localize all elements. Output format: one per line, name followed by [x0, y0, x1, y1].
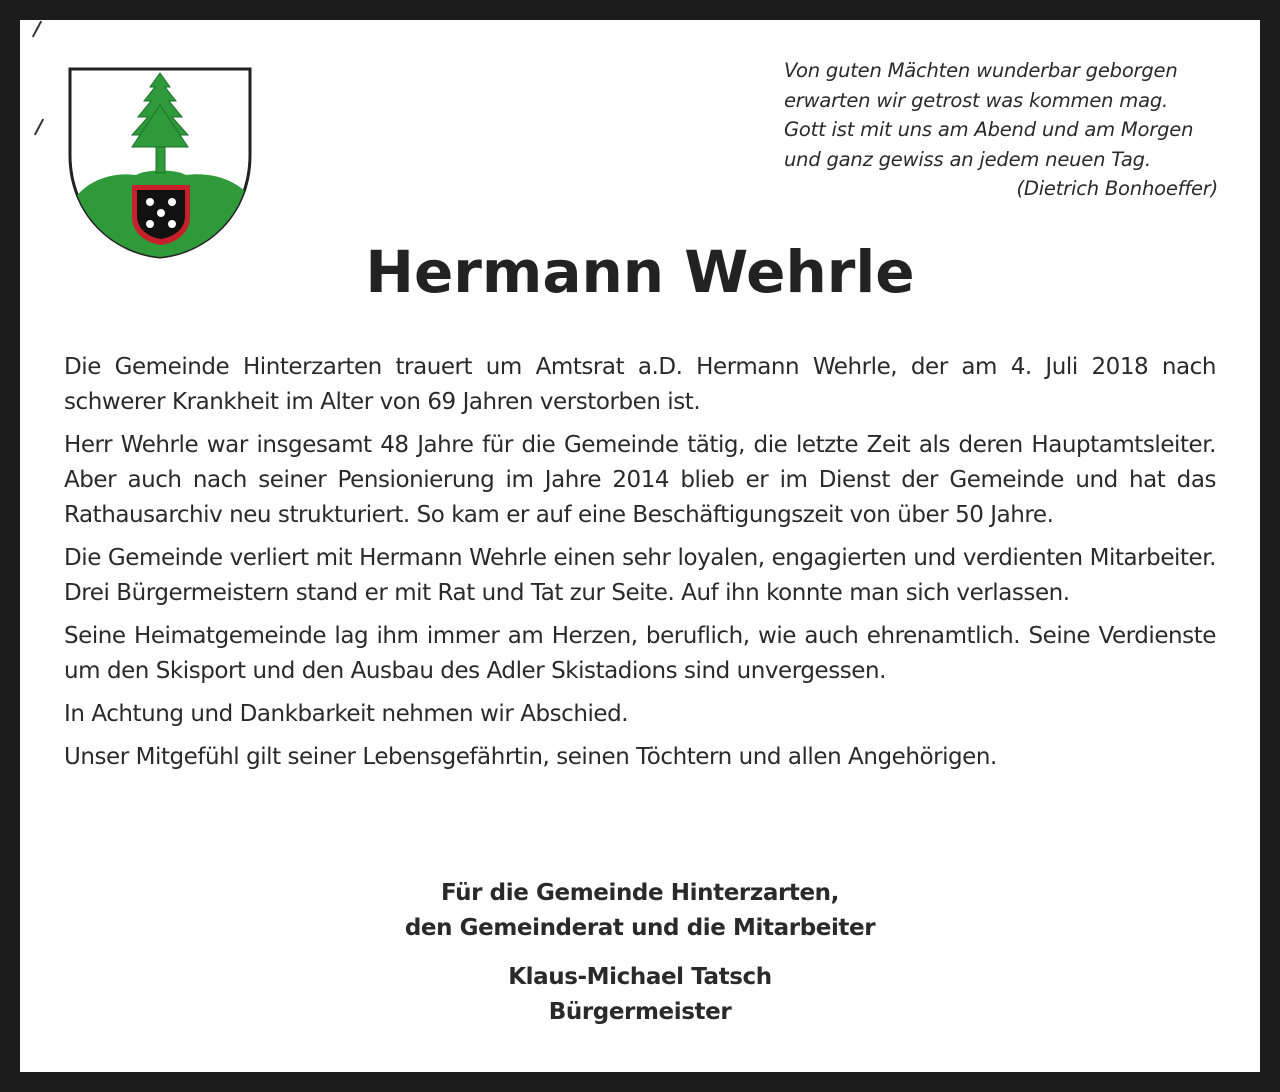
paragraph: Herr Wehrle war insgesamt 48 Jahre für die Gemeinde tätig, die letzte Zeit als deren Hauptamtsleiter. Aber auch nach seiner Pensionierung im Jahre 2014 blieb er im Dienst der Gemeinde und hat das Rathausarchiv neu strukturiert. So kam er auf eine Beschäftigungszeit von über 50 Jahre.: [64, 432, 1216, 528]
organization-signature: [20, 876, 1260, 946]
quote-line: Von guten Mächten wunderbar geborgen: [784, 59, 1178, 82]
signature-block: [20, 876, 1260, 1044]
paragraph: Die Gemeinde Hinterzarten trauert um Amtsrat a.D. Hermann Wehrle, der am 4. Juli 2018 nach schwerer Krankheit im Alter von 69 Jahren verstorben ist.: [64, 354, 1216, 415]
obituary-notice: [20, 20, 1260, 1072]
deceased-name-title: Hermann Wehrle: [365, 238, 915, 306]
crop-mark: [34, 119, 44, 136]
signatory-name: Klaus-Michael Tatsch: [508, 964, 772, 990]
crop-mark: [32, 21, 42, 38]
bonhoeffer-quote: [784, 56, 1218, 204]
signatory-role: Bürgermeister: [548, 999, 732, 1025]
quote-line: Gott ist mit uns am Abend und am Morgen: [784, 118, 1194, 141]
paragraph: Seine Heimatgemeinde lag ihm immer am Herzen, beruflich, wie auch ehrenamtlich. Seine Verdienste um den Skisport und den Ausbau des Adler Skistadions sind unvergessen.: [64, 623, 1216, 684]
paragraph: Unser Mitgefühl gilt seiner Lebensgefährtin, seinen Töchtern und allen Angehörigen.: [64, 744, 997, 770]
paragraph: In Achtung und Dankbarkeit nehmen wir Abschied.: [64, 701, 629, 727]
signatory: [20, 960, 1260, 1030]
organization-line: Für die Gemeinde Hinterzarten,: [440, 880, 839, 906]
obituary-body: [64, 350, 1216, 783]
paragraph: Die Gemeinde verliert mit Hermann Wehrle einen sehr loyalen, engagierten und verdienten Mitarbeiter. Drei Bürgermeistern stand er mit Rat und Tat zur Seite. Auf ihn konnte man sich verlassen.: [64, 545, 1216, 606]
coat-of-arms-icon: [66, 65, 256, 265]
organization-line: den Gemeinderat und die Mitarbeiter: [404, 915, 876, 941]
quote-author: (Dietrich Bonhoeffer): [1016, 177, 1218, 200]
quote-line: erwarten wir getrost was kommen mag.: [784, 88, 1169, 112]
quote-line: und ganz gewiss an jedem neuen Tag.: [784, 147, 1151, 171]
